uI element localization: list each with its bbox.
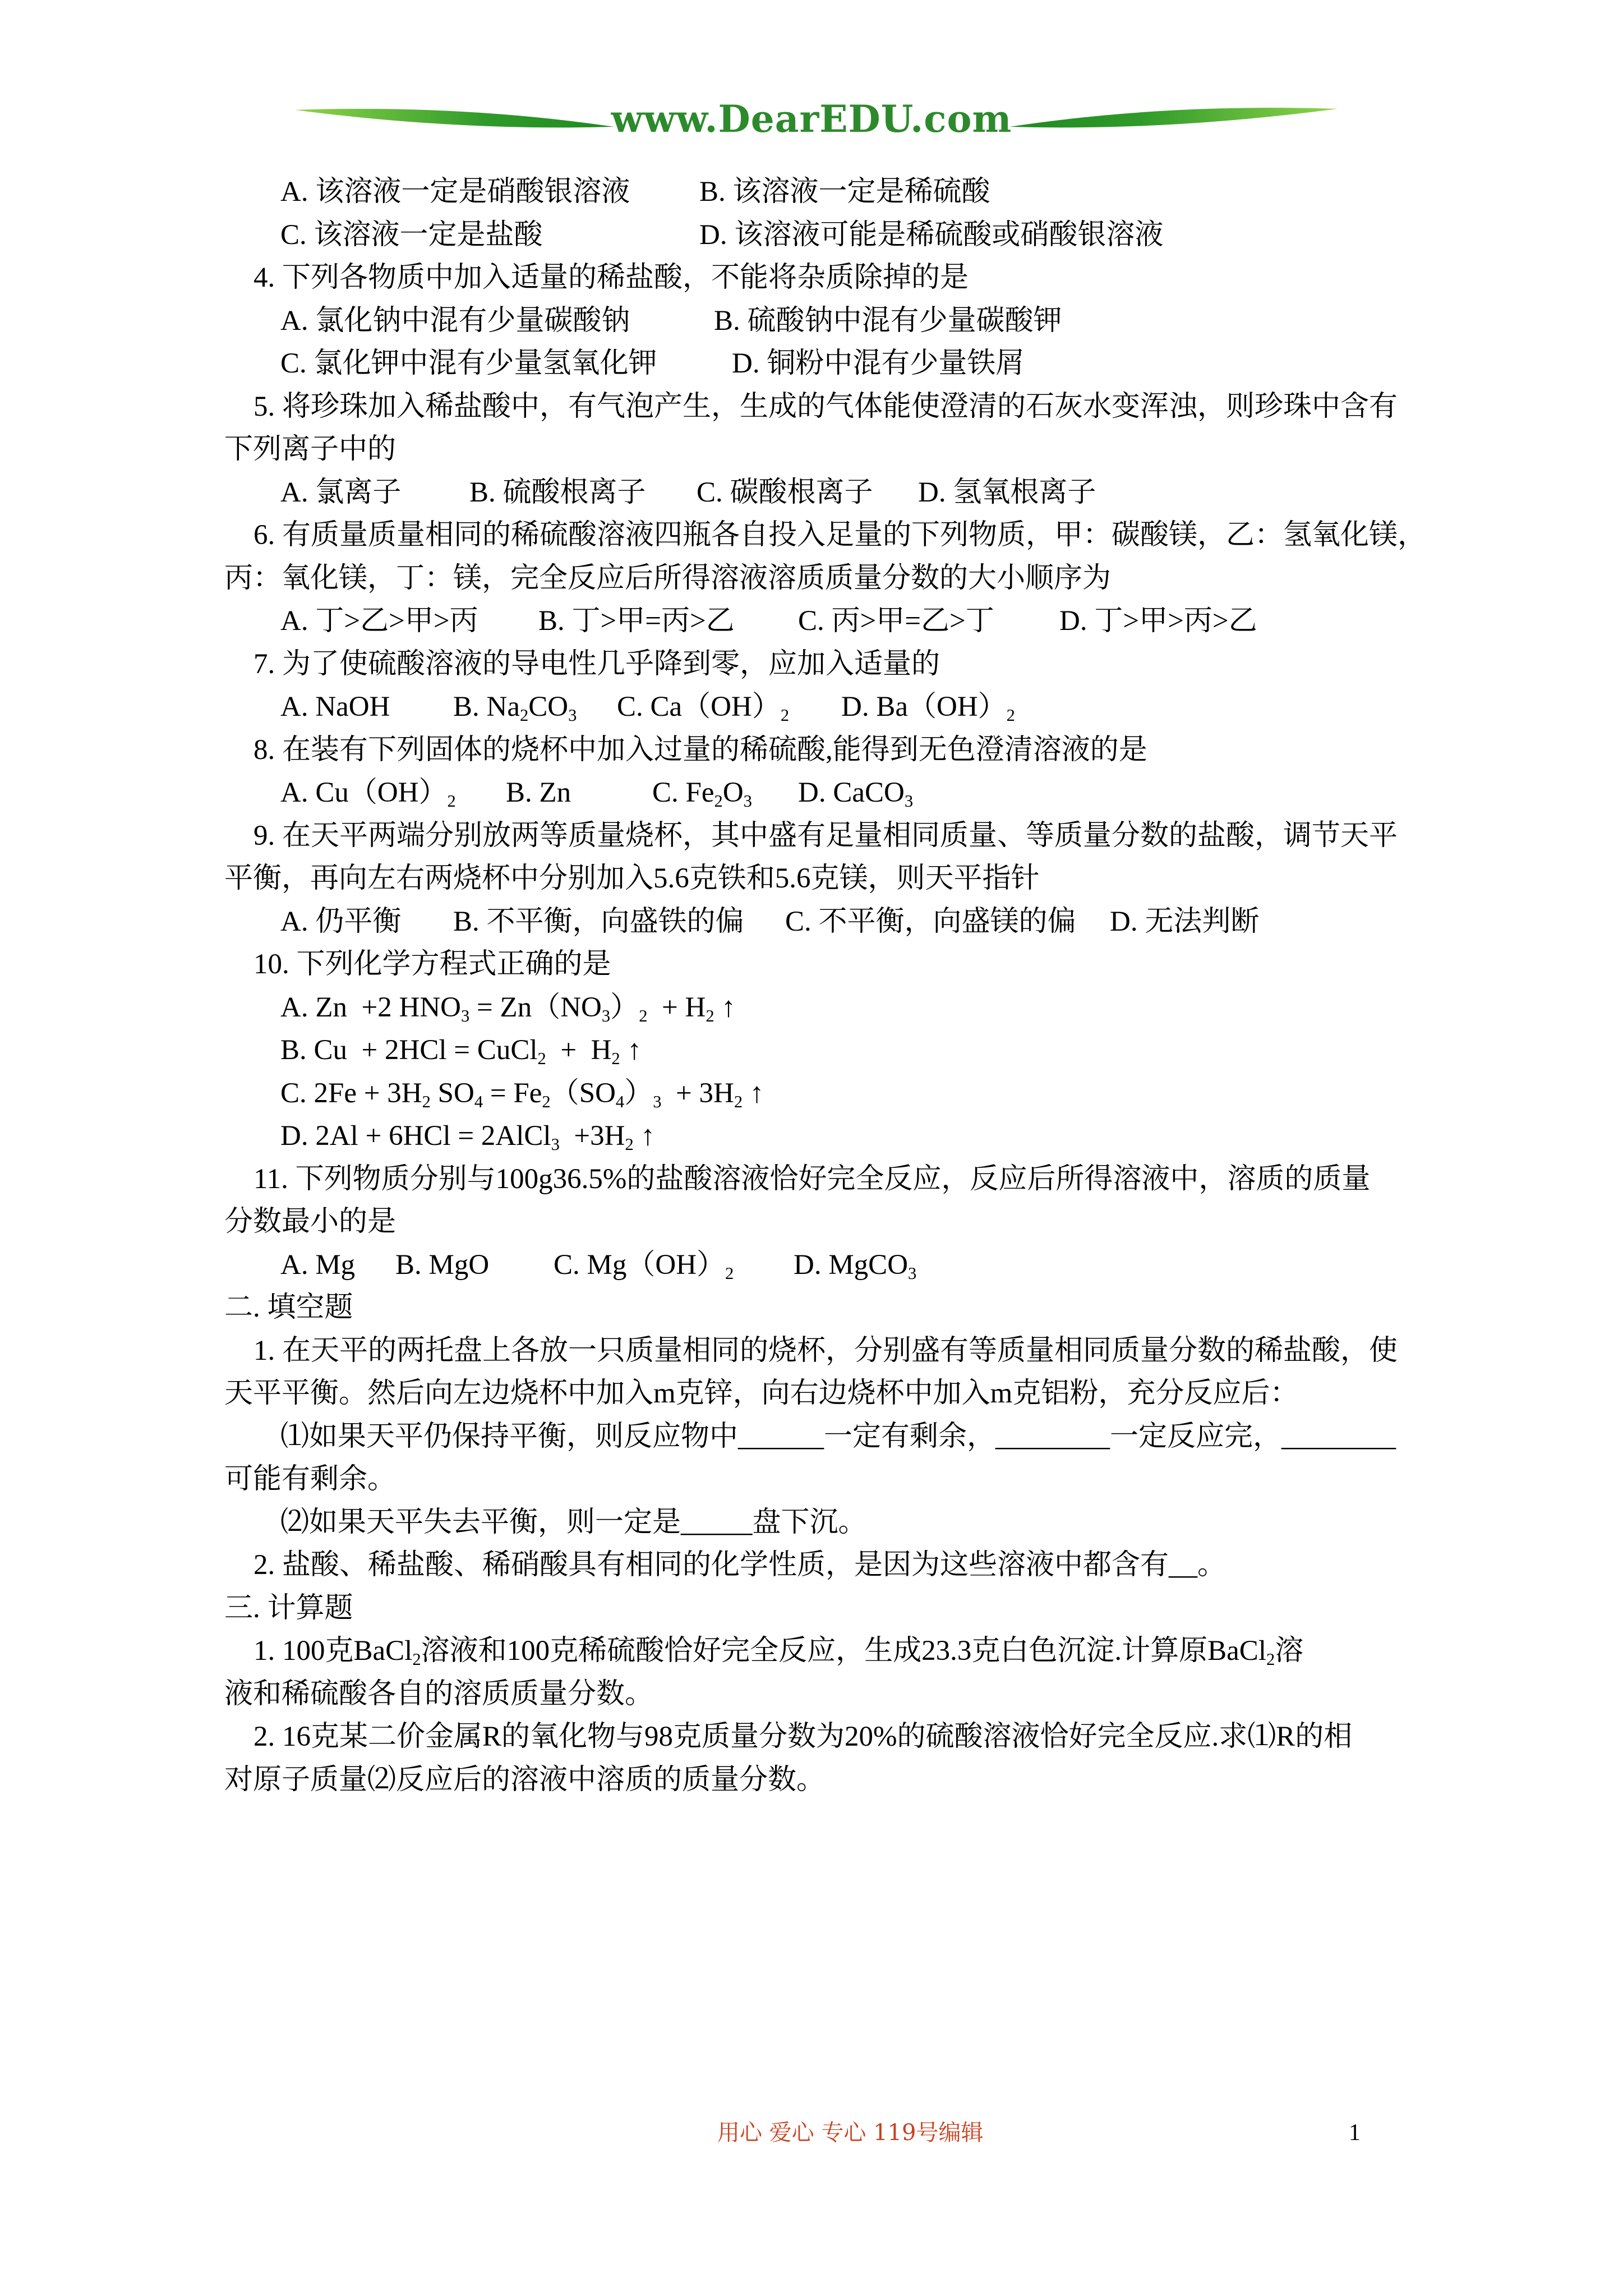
option-c [652, 771, 752, 815]
footer-slogan: 用心 爱心 专心 119号编辑 [717, 2120, 984, 2146]
text-run: CO [528, 691, 569, 723]
section-heading-calculation: 三. 计算题 [224, 1592, 353, 1624]
options-row [0, 900, 1623, 944]
text-run: SO [430, 1077, 474, 1109]
question-6-stem: 6. 有质量质量相同的稀硫酸溶液四瓶各自投入足量的下列物质，甲：碳酸镁，乙：氢氧化镁， [253, 519, 1427, 551]
option-d-equation [0, 1115, 1623, 1158]
text-run: A. Cu（OH） [280, 777, 448, 808]
subscript: 3 [568, 706, 577, 725]
subscript: 2 [706, 1006, 714, 1025]
options-row [0, 300, 1623, 343]
options-row [0, 771, 1623, 815]
text-run: C. Ca（OH） [617, 691, 781, 723]
option-a: A. 丁>乙>甲>丙 [280, 605, 478, 637]
subscript: 2 [639, 1006, 648, 1025]
text-run: D. 2Al + 6HCl = 2AlCl [280, 1120, 551, 1152]
question-9-stem-continued: 平衡，再向左右两烧杯中分别加入5.6克铁和5.6克镁，则天平指针 [224, 863, 1040, 894]
subscript: 3 [904, 792, 914, 811]
option-a-equation [0, 986, 1623, 1029]
text-run: ↑ [620, 1034, 642, 1066]
text-run: ↑ [743, 1077, 764, 1109]
question-11-stem: 11. 下列物质分别与100g36.5%的盐酸溶液恰好完全反应，反应后所得溶液中，溶质的质量 [253, 1163, 1371, 1195]
option-a: A. Mg [280, 1249, 356, 1281]
options-row [0, 600, 1623, 643]
option-c: C. 氯化钾中混有少量氢氧化钾 [280, 348, 657, 379]
document-body [0, 171, 1623, 1801]
option-c: C. 丙>甲=乙>丁 [798, 605, 994, 637]
subscript: 2 [734, 1092, 743, 1111]
option-a: A. NaOH [280, 691, 390, 723]
subscript: 2 [447, 792, 456, 811]
subscript: 2 [725, 1263, 734, 1283]
text-run: + H [647, 991, 706, 1023]
option-a: A. 氯离子 [280, 476, 402, 508]
question-8-stem: 8. 在装有下列固体的烧杯中加入过量的稀硫酸,能得到无色澄清溶液的是 [253, 734, 1147, 766]
subscript: 2 [780, 706, 790, 725]
option-b: B. 硫酸根离子 [469, 476, 646, 508]
subscript: 2 [1006, 706, 1015, 725]
option-d [841, 685, 1015, 729]
option-c [554, 1244, 734, 1287]
subscript: 2 [422, 1092, 431, 1111]
text-run: = Fe [483, 1077, 542, 1109]
option-b: B. 该溶液一定是稀硫酸 [699, 176, 990, 208]
option-a: A. 该溶液一定是硝酸银溶液 [280, 176, 630, 208]
option-c: C. 不平衡，向盛镁的偏 [785, 905, 1076, 937]
subscript: 4 [615, 1092, 625, 1111]
fill-in-question-1-stem: 1. 在天平的两托盘上各放一只质量相同的烧杯，分别盛有等质量相同质量分数的稀盐酸，使 [253, 1335, 1398, 1366]
fill-in-question-2: 2. 盐酸、稀盐酸、稀硝酸具有相同的化学性质，是因为这些溶液中都含有__。 [253, 1549, 1227, 1581]
option-b: B. MgO [395, 1249, 490, 1281]
text-run: 1. 100克BaCl [253, 1635, 413, 1667]
text-run: B. Cu + 2HCl = CuCl [280, 1034, 538, 1066]
text-run: C. Fe [652, 777, 714, 808]
text-run: D. MgCO [794, 1249, 909, 1281]
question-5-stem-continued: 下列离子中的 [224, 434, 396, 465]
text-run: A. Zn +2 HNO [280, 991, 461, 1023]
options-row [0, 171, 1623, 214]
question-5-stem: 5. 将珍珠加入稀盐酸中，有气泡产生，生成的气体能使澄清的石灰水变浑浊，则珍珠中含有 [253, 390, 1398, 422]
option-d: D. 铜粉中混有少量铁屑 [732, 348, 1025, 379]
options-row [0, 342, 1623, 385]
option-d: D. 无法判断 [1110, 905, 1260, 937]
section-heading-fill-in: 二. 填空题 [224, 1292, 353, 1323]
text-run: ↑ [633, 1120, 655, 1152]
subscript: 2 [714, 792, 723, 811]
option-b: B. 不平衡，向盛铁的偏 [453, 905, 744, 937]
text-run: ） [610, 991, 639, 1023]
options-row [0, 471, 1623, 514]
text-run: = Zn（NO [469, 991, 602, 1023]
subscript: 3 [601, 1006, 611, 1025]
option-c [617, 685, 789, 729]
option-a [280, 771, 456, 815]
option-d [798, 771, 913, 815]
question-10-stem: 10. 下列化学方程式正确的是 [253, 949, 611, 980]
option-c-equation [0, 1072, 1623, 1115]
text-run: C. Mg（OH） [554, 1249, 726, 1281]
option-b-equation [0, 1029, 1623, 1072]
site-logo-text: www.DearEDU.com [611, 97, 1012, 141]
question-11-stem-continued: 分数最小的是 [224, 1206, 396, 1237]
option-d: D. 氢氧根离子 [918, 476, 1096, 508]
question-9-stem: 9. 在天平两端分别放两等质量烧杯，其中盛有足量相同质量、等质量分数的盐酸，调节天平 [253, 820, 1398, 852]
text-run: O [722, 777, 744, 808]
text-run: +3H [559, 1120, 625, 1152]
text-run: D. CaCO [798, 777, 905, 808]
subscript: 2 [519, 706, 529, 725]
option-b: B. 丁>甲=丙>乙 [538, 605, 735, 637]
subscript: 3 [908, 1263, 917, 1283]
question-7-stem: 7. 为了使硫酸溶液的导电性几乎降到零，应加入适量的 [253, 648, 940, 680]
subscript: 2 [542, 1092, 551, 1111]
option-d: D. 丁>甲>丙>乙 [1059, 605, 1257, 637]
page-number: 1 [1349, 2120, 1361, 2146]
option-d [794, 1244, 916, 1287]
subscript: 2 [412, 1650, 421, 1669]
calculation-question-1 [0, 1630, 1623, 1673]
text-run: 溶 [1275, 1635, 1304, 1667]
text-run: ↑ [714, 991, 736, 1023]
question-6-stem-continued: 丙：氧化镁，丁：镁，完全反应后所得溶液溶质质量分数的大小顺序为 [224, 562, 1112, 594]
subscript: 2 [537, 1049, 546, 1069]
subscript: 4 [474, 1092, 483, 1111]
text-run: （SO [550, 1077, 616, 1109]
option-c: C. 该溶液一定是盐酸 [280, 219, 543, 251]
fill-in-question-1-part-1-continued: 可能有剩余。 [224, 1464, 396, 1495]
fill-in-question-1-part-1: ⑴如果天平仍保持平衡，则反应物中______一定有剩余，________一定反应完，________ [280, 1420, 1396, 1452]
options-row [0, 685, 1623, 729]
question-4-stem: 4. 下列各物质中加入适量的稀盐酸，不能将杂质除掉的是 [253, 262, 969, 293]
fill-in-question-1-part-2: ⑵如果天平失去平衡，则一定是_____盘下沉。 [280, 1506, 867, 1538]
calculation-question-2: 2. 16克某二价金属R的氧化物与98克质量分数为20%的硫酸溶液恰好完全反应.求⑴R的相 [253, 1721, 1353, 1752]
text-run: 溶液和100克稀硫酸恰好完全反应，生成23.3克白色沉淀.计算原BaCl [421, 1635, 1266, 1667]
text-run: + H [546, 1034, 612, 1066]
text-run: B. Na [453, 691, 520, 723]
subscript: 3 [743, 792, 752, 811]
subscript: 3 [653, 1092, 662, 1111]
option-b [453, 685, 577, 729]
option-b: B. 硫酸钠中混有少量碳酸钾 [714, 305, 1062, 337]
option-a: A. 仍平衡 [280, 905, 402, 937]
subscript: 2 [611, 1049, 620, 1069]
subscript: 2 [625, 1135, 634, 1154]
option-a: A. 氯化钠中混有少量碳酸钠 [280, 305, 630, 337]
text-run: + 3H [661, 1077, 734, 1109]
text-run: ） [624, 1077, 653, 1109]
fill-in-question-1-stem-continued: 天平平衡。然后向左边烧杯中加入m克锌，向右边烧杯中加入m克铝粉，充分反应后： [224, 1378, 1299, 1409]
subscript: 2 [1266, 1650, 1275, 1669]
subscript: 3 [551, 1135, 560, 1154]
option-b: B. Zn [506, 777, 571, 808]
text-run: D. Ba（OH） [841, 691, 1007, 723]
option-c: C. 碳酸根离子 [697, 476, 873, 508]
calculation-question-1-continued: 液和稀硫酸各自的溶质质量分数。 [224, 1678, 654, 1710]
calculation-question-2-continued: 对原子质量⑵反应后的溶液中溶质的质量分数。 [224, 1764, 826, 1796]
text-run: C. 2Fe + 3H [280, 1077, 422, 1109]
option-d: D. 该溶液可能是稀硫酸或硝酸银溶液 [699, 219, 1164, 251]
subscript: 3 [461, 1006, 470, 1025]
options-row [0, 214, 1623, 257]
options-row [0, 1244, 1623, 1287]
